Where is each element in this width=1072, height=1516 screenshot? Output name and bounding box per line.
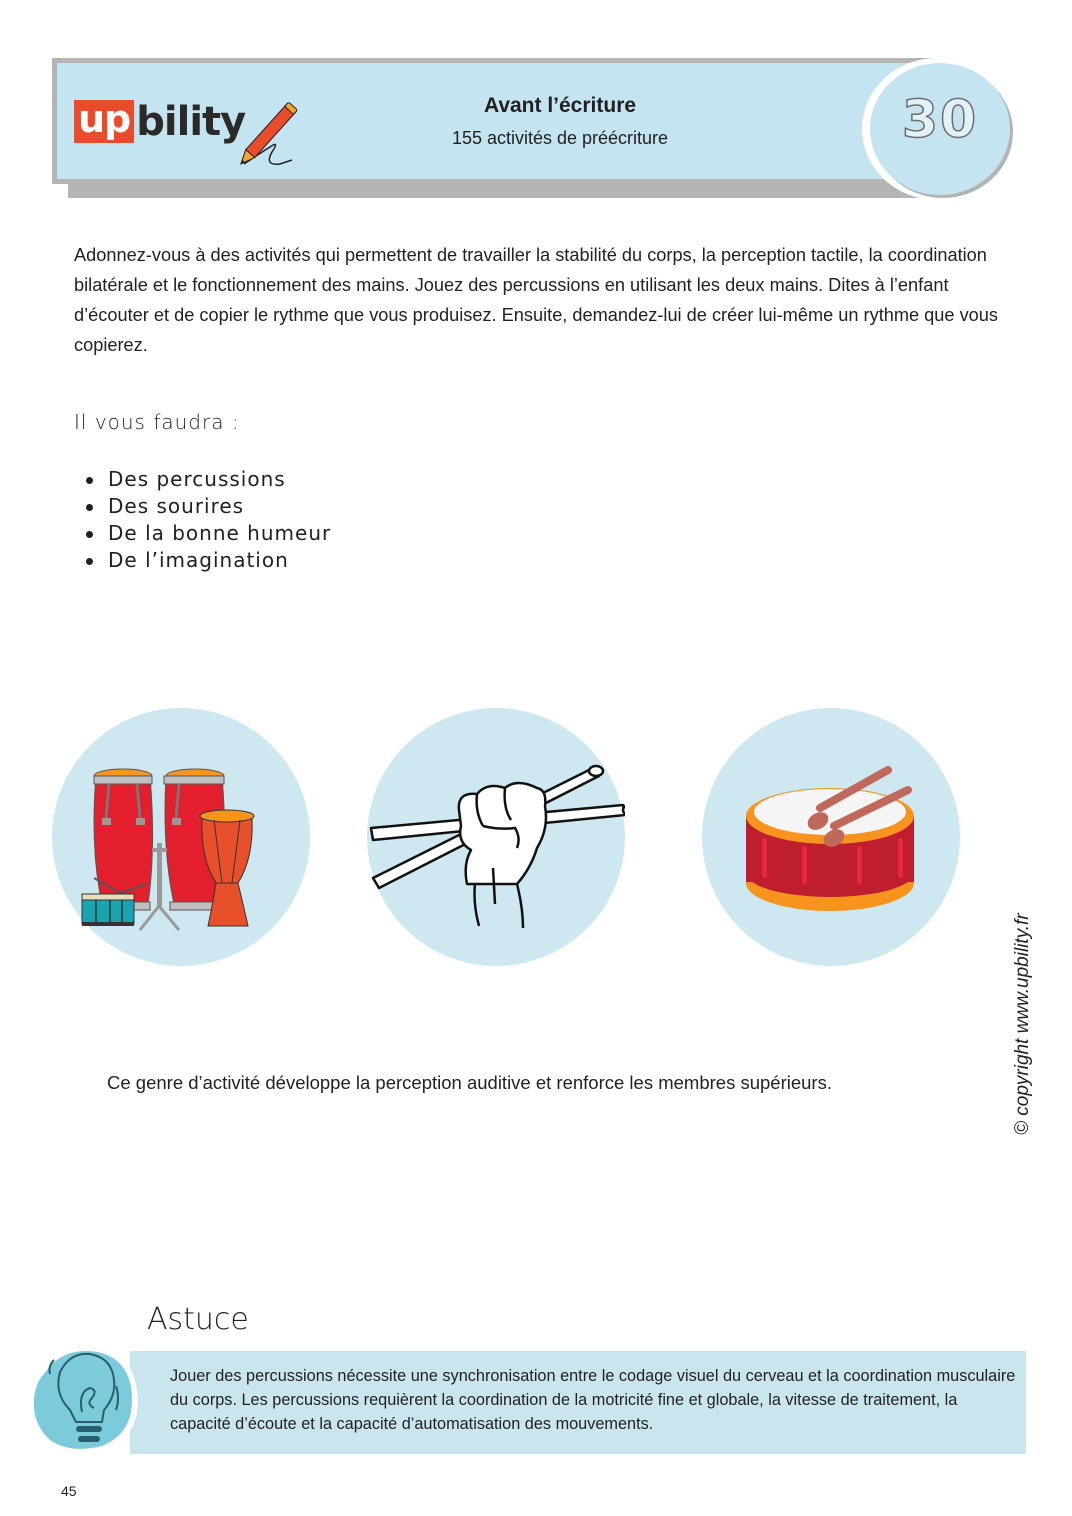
- upbility-logo: [74, 97, 246, 145]
- activity-number: 30: [901, 90, 979, 150]
- list-item: Des percussions: [84, 466, 331, 493]
- logo-up: up: [74, 100, 134, 143]
- page-number: 45: [61, 1483, 77, 1499]
- illustration-conga: [52, 708, 310, 966]
- tip-text: Jouer des percussions nécessite une synchronisation entre le codage visuel du cerveau et la coordination musculaire du corps. Les percussions requièrent la coordination de la motricité fine et globale, la vitesse de traitement, la capacité d’écoute et la capacité d’automatisation des mouvements.: [170, 1367, 1016, 1433]
- page-subtitle: 155 activités de préécriture: [451, 128, 669, 148]
- page-title: Avant l’écriture: [483, 94, 637, 117]
- copyright-text: © copyright www.upbility.fr: [1012, 913, 1033, 1135]
- benefit-text: Ce genre d’activité développe la perception auditive et renforce les membres supérieurs.: [107, 1072, 832, 1093]
- tip-heading: Astuce: [147, 1302, 249, 1337]
- conga-drums-icon: [52, 708, 310, 966]
- list-item: De la bonne humeur: [84, 520, 331, 547]
- list-item: Des sourires: [84, 493, 331, 520]
- pencil-icon: [222, 92, 312, 178]
- illustration-drumsticks: [367, 708, 625, 966]
- lightbulb-icon: [20, 1330, 160, 1470]
- needs-list: [84, 466, 331, 574]
- logo-bility: bility: [136, 98, 246, 145]
- fist-drumsticks-icon: [367, 708, 625, 966]
- needs-heading: Il vous faudra :: [74, 410, 240, 434]
- snare-drum-icon: [702, 708, 960, 966]
- intro-paragraph: Adonnez-vous à des activités qui permettent de travailler la stabilité du corps, la perception tactile, la coordination bilatérale et le fonctionnement des mains. Jouez des percussions en utilisant les deux mains. Dites à l’enfant d’écouter et de copier le rythme que vous produisez. Ensuite, demandez-lui de créer lui-même un rythme que vous copierez.: [74, 245, 999, 355]
- list-item: De l’imagination: [84, 547, 331, 574]
- illustration-snare: [702, 708, 960, 966]
